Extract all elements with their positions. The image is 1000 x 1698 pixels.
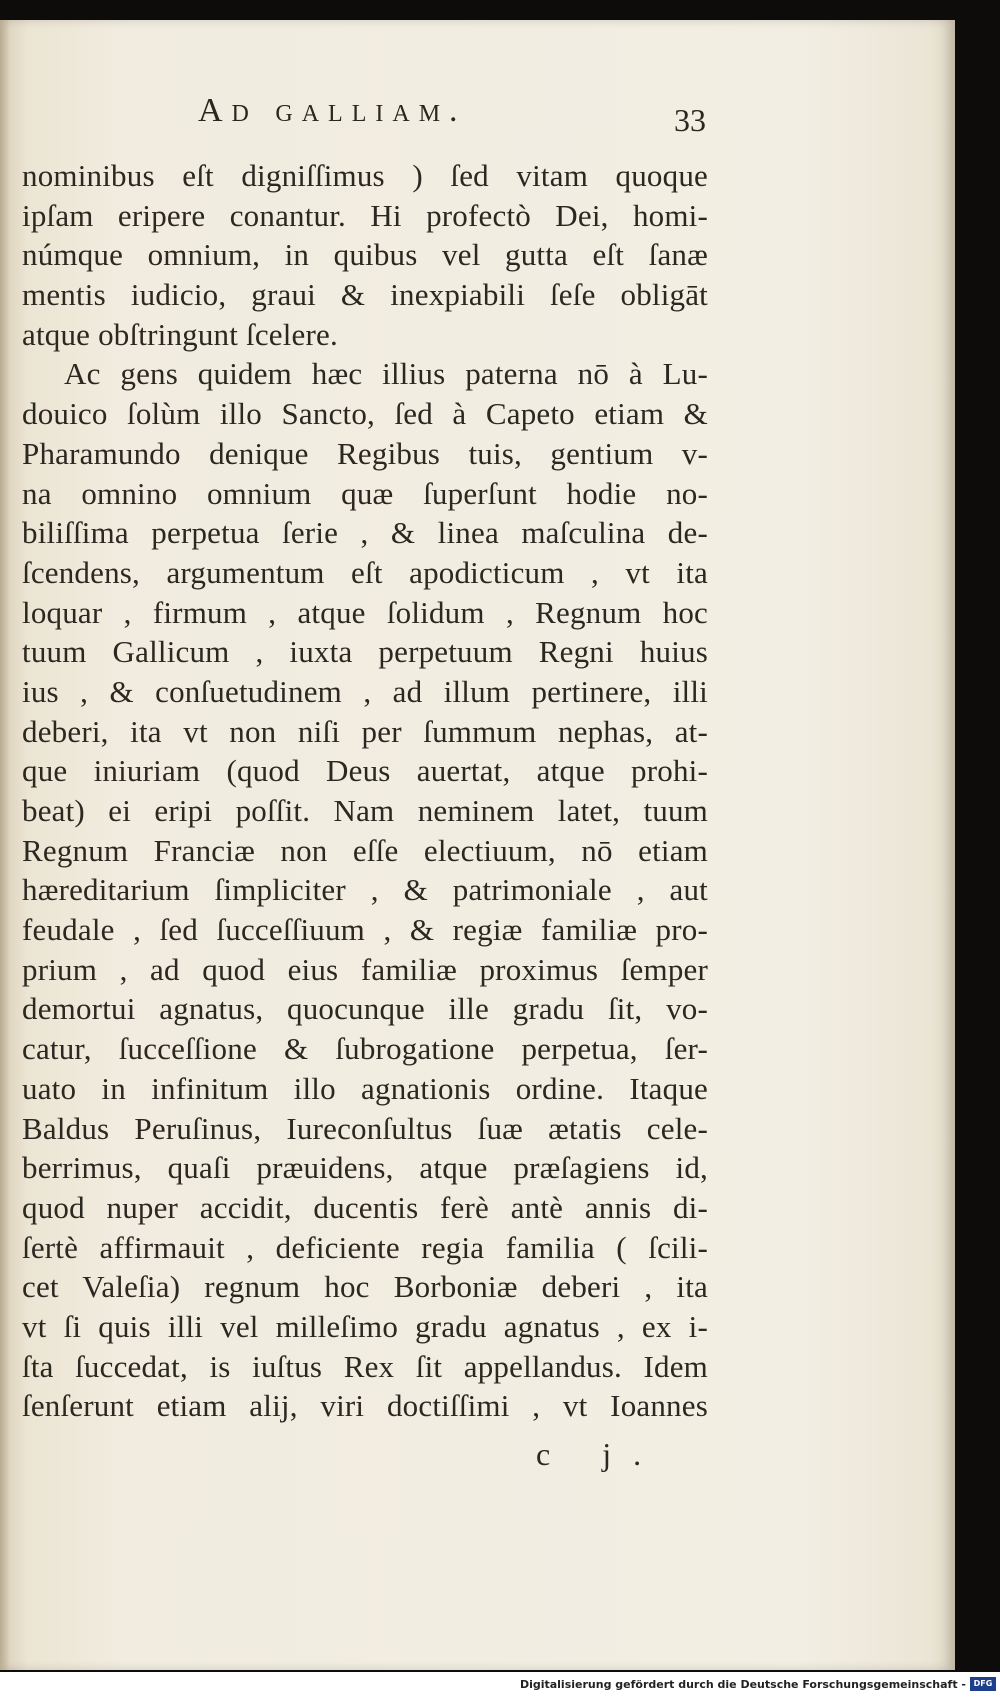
text-line: catur, ſucceſſione & ſubrogatione perpetua, ſer- [22, 1031, 708, 1067]
text-line: uato in infinitum illo agnationis ordine. Itaque [22, 1070, 708, 1106]
text-line: berrimus, quaſi præuidens, atque præſagiens id, [22, 1150, 708, 1186]
text-line: ſertè affirmauit , deficiente regia familia ( ſcili- [22, 1229, 708, 1265]
text-line: Baldus Peruſinus, Iureconſultus ſuæ ætatis cele- [22, 1110, 708, 1146]
text-line: loquar , firmum , atque ſolidum , Regnum hoc [22, 594, 708, 630]
text-line: ipſam eripere conantur. Hi profectò Dei, homi- [22, 197, 708, 233]
signature-mark: c j. [536, 1436, 664, 1472]
text-block [22, 156, 708, 1426]
text-line: douico ſolùm illo Sancto, ſed à Capeto etiam & [22, 396, 708, 432]
text-line-paragraph-start: Ac gens quidem hæc illius paterna nō à Lu- [64, 356, 708, 392]
text-line: ſta ſuccedat, is iuſtus Rex ſit appellandus. Idem [22, 1348, 708, 1384]
text-line: vt ſi quis illi vel milleſimo gradu agnatus , ex i- [22, 1308, 708, 1344]
text-line: na omnino omnium quæ ſuperſunt hodie no- [22, 475, 708, 511]
running-head: Ad galliam. [198, 92, 467, 129]
text-line: que iniuriam (quod Deus auertat, atque prohi- [22, 753, 708, 789]
text-line: ſcendens, argumentum eſt apodicticum , vt ita [22, 554, 708, 590]
text-line: cet Valeſia) regnum hoc Borboniæ deberi , ita [22, 1269, 708, 1305]
book-page [0, 20, 955, 1670]
text-line: demortui agnatus, quocunque ille gradu ſit, vo- [22, 991, 708, 1027]
text-line: númque omnium, in quibus vel gutta eſt ſanæ [22, 237, 708, 273]
text-line: prium , ad quod eius familiæ proximus ſemper [22, 951, 708, 987]
page-number: 33 [674, 102, 706, 138]
funding-credit: Digitalisierung gefördert durch die Deutsche Forschungsgemeinschaft - [519, 1678, 966, 1691]
text-line: hæreditarium ſimpliciter , & patrimoniale , aut [22, 872, 708, 908]
text-line: quod nuper accidit, ducentis ferè antè annis di- [22, 1189, 708, 1225]
footer-bar [0, 1672, 1000, 1698]
dfg-logo-icon: DFG [970, 1677, 996, 1691]
text-line: deberi, ita vt non niſi per ſummum nephas, at- [22, 713, 708, 749]
text-line: ius , & conſuetudinem , ad illum pertinere, illi [22, 673, 708, 709]
text-line: Pharamundo denique Regibus tuis, gentium v- [22, 435, 708, 471]
text-line: biliſſima perpetua ſerie , & linea maſculina de- [22, 515, 708, 551]
text-line: feudale , ſed ſucceſſiuum , & regiæ familiæ pro- [22, 912, 708, 948]
text-line: tuum Gallicum , iuxta perpetuum Regni huius [22, 634, 708, 670]
text-line: Regnum Franciæ non eſſe electiuum, nō etiam [22, 832, 708, 868]
text-line: atque obſtringunt ſcelere. [22, 316, 338, 352]
text-line: nominibus eſt digniſſimus ) ſed vitam quoque [22, 158, 708, 193]
page-gutter-shadow [0, 20, 10, 1670]
text-line: mentis iudicio, graui & inexpiabili ſeſe obligāt [22, 277, 708, 313]
text-line: beat) ei eripi poſſit. Nam neminem latet, tuum [22, 793, 708, 828]
text-line: ſenſerunt etiam alij, viri doctiſſimi , vt Ioannes [22, 1388, 708, 1424]
